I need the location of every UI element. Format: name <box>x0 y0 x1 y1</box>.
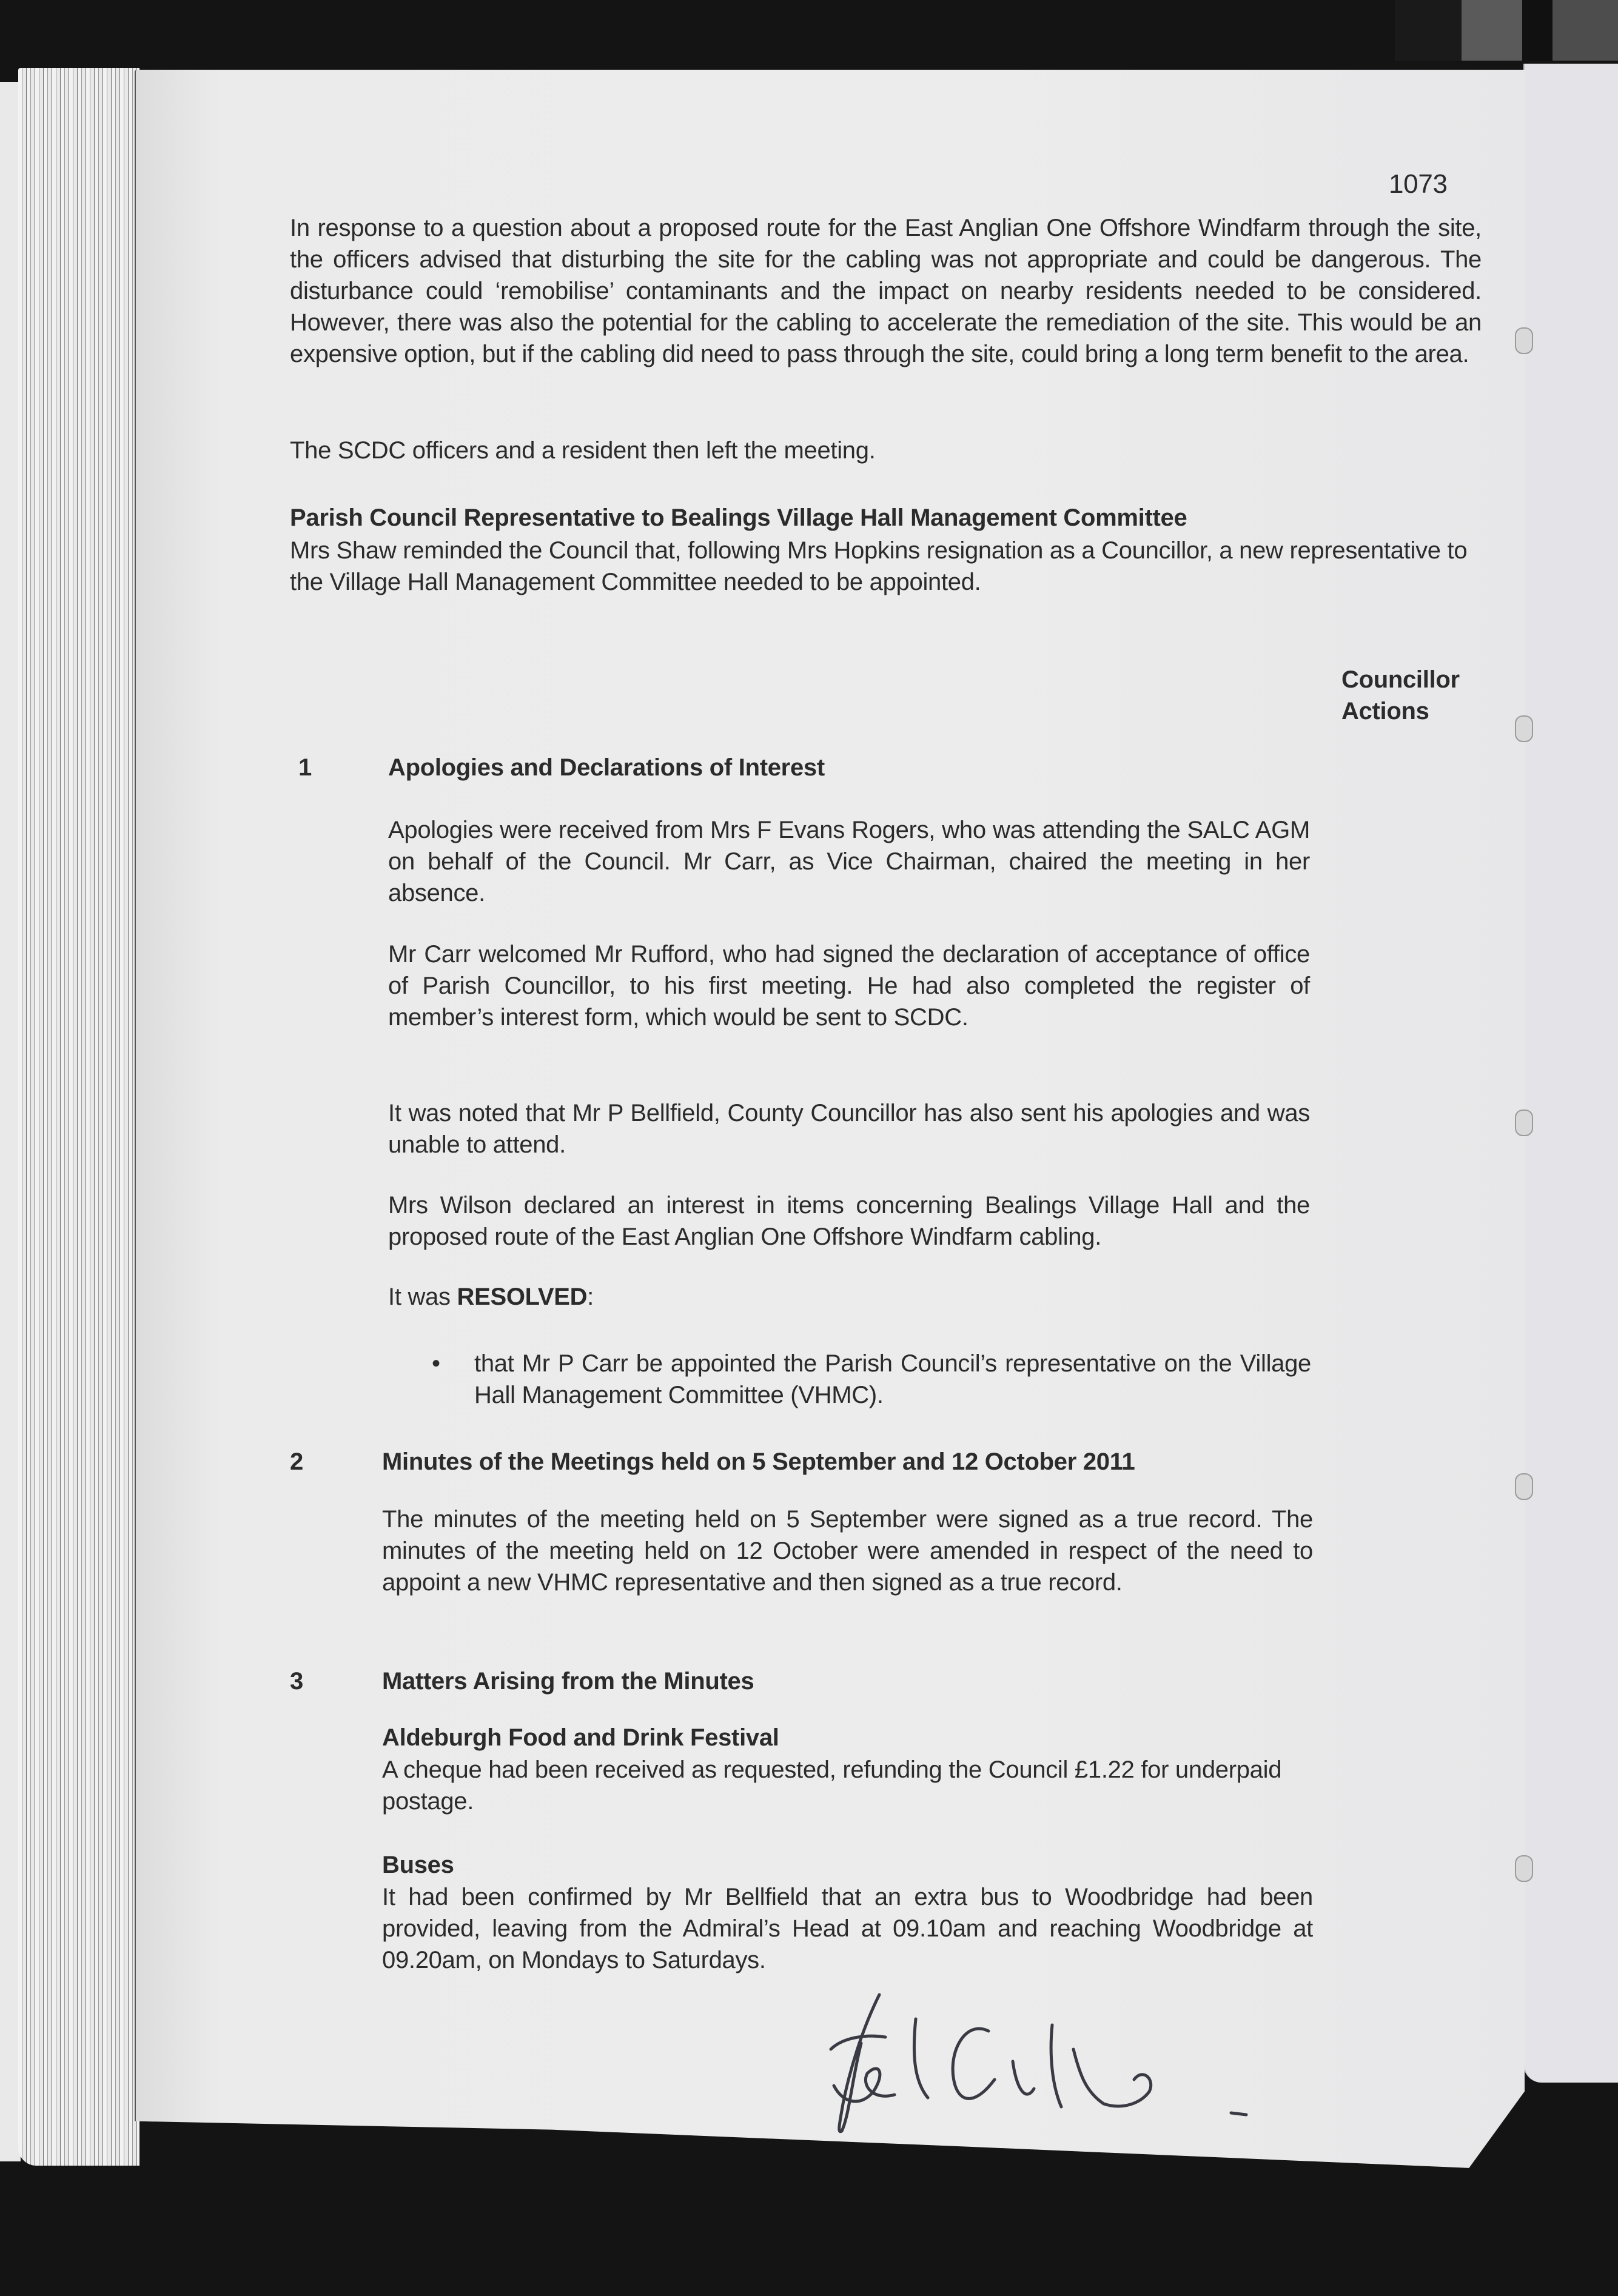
binding-ring-icon <box>1515 1855 1533 1882</box>
signature-stroke <box>1073 2049 1151 2106</box>
resolved-keyword: RESOLVED <box>457 1284 588 1310</box>
item-heading: Matters Arising from the Minutes <box>382 1668 754 1695</box>
signature-stroke <box>834 2069 895 2101</box>
resolution-bullet: that Mr P Carr be appointed the Parish Council’s representative on the Village Hall Management Committee (VHMC). <box>474 1350 1311 1408</box>
item-number: 3 <box>290 1668 303 1695</box>
item-number: 1 <box>298 754 312 781</box>
subsection-body: It had been confirmed by Mr Bellfield that an extra bus to Woodbridge had been provided, leaving from the Admiral’s Head at 09.10am and reaching Woodbridge at 09.20am, on Mondays to Saturdays. <box>382 1884 1313 1973</box>
subsection-body: A cheque had been received as requested, refunding the Council £1.22 for underpaid postage. <box>382 1756 1282 1815</box>
item-heading: Minutes of the Meetings held on 5 September and 12 October 2011 <box>382 1448 1135 1475</box>
item-number: 2 <box>290 1448 303 1475</box>
bullet-icon: • <box>432 1350 440 1377</box>
item-paragraph: The minutes of the meeting held on 5 September were signed as a true record. The minutes of the meeting held on 12 October were amended in respect of the need to appoint a new VHMC representative and then signed as a true record. <box>382 1506 1313 1596</box>
item-paragraph: Mrs Wilson declared an interest in items concerning Bealings Village Hall and the proposed route of the East Anglian One Offshore Windfarm cabling. <box>388 1192 1310 1250</box>
signature-stroke <box>1231 2113 1246 2115</box>
item-heading: Apologies and Declarations of Interest <box>388 754 825 781</box>
binding-ring-icon <box>1515 327 1533 354</box>
binding-ring-icon <box>1515 715 1533 742</box>
actions-heading-line2: Actions <box>1341 698 1429 725</box>
item-paragraph: It was noted that Mr P Bellfield, County Councillor has also sent his apologies and was unable to attend. <box>388 1100 1310 1158</box>
book-binding <box>1395 0 1618 61</box>
signature-stroke <box>839 1995 879 2132</box>
representative-body: Mrs Shaw reminded the Council that, following Mrs Hopkins resignation as a Councillor, a new representative to the Village Hall Management Committee needed to be appointed. <box>290 537 1468 595</box>
opening-closing-line: The SCDC officers and a resident then left the meeting. <box>290 437 876 464</box>
signature-stroke <box>953 2029 995 2098</box>
page-number: 1073 <box>1389 169 1448 199</box>
binding-ring-icon <box>1515 1110 1533 1136</box>
subsection-heading: Buses <box>382 1852 454 1878</box>
page-stack-outer <box>0 82 21 2161</box>
resolution-prefix: It was <box>388 1284 457 1310</box>
subsection-heading: Aldeburgh Food and Drink Festival <box>382 1724 779 1751</box>
item-paragraph: Mr Carr welcomed Mr Rufford, who had signed the declaration of acceptance of office of Parish Councillor, to his first meeting. He had also completed the register of member’s interest form, which would be sent to SCDC. <box>388 941 1310 1031</box>
item-paragraph: Apologies were received from Mrs F Evans Rogers, who was attending the SALC AGM on behalf of the Council. Mr Carr, as Vice Chairman, chaired the meeting in her absence. <box>388 817 1310 906</box>
binding-ring-icon <box>1515 1473 1533 1500</box>
signature-stroke <box>1051 2025 1061 2107</box>
page-edges-stack <box>18 68 139 2166</box>
councillor-actions-column-heading <box>1341 664 1460 727</box>
actions-heading-line1: Councillor <box>1341 666 1460 693</box>
signature-stroke <box>1013 2061 1034 2094</box>
representative-heading: Parish Council Representative to Bealings Village Hall Management Committee <box>290 504 1187 531</box>
resolution-suffix: : <box>587 1284 594 1310</box>
signature-stroke <box>914 2019 928 2098</box>
handwritten-signature-icon <box>794 1983 1328 2140</box>
opening-paragraph: In response to a question about a proposed route for the East Anglian One Offshore Windfarm through the site, the officers advised that disturbing the site for the cabling was not appropriate and could be dangerous. The disturbance could ‘remobilise’ contaminants and the impact on nearby residents needed to be considered. However, there was also the potential for the cabling to accelerate the remediation of the site. This would be an expensive option, but if the cabling did need to pass through the site, could bring a long term benefit to the area. <box>290 215 1482 367</box>
resolution-line <box>388 1281 1310 1313</box>
facing-page-edge <box>1523 64 1618 2083</box>
